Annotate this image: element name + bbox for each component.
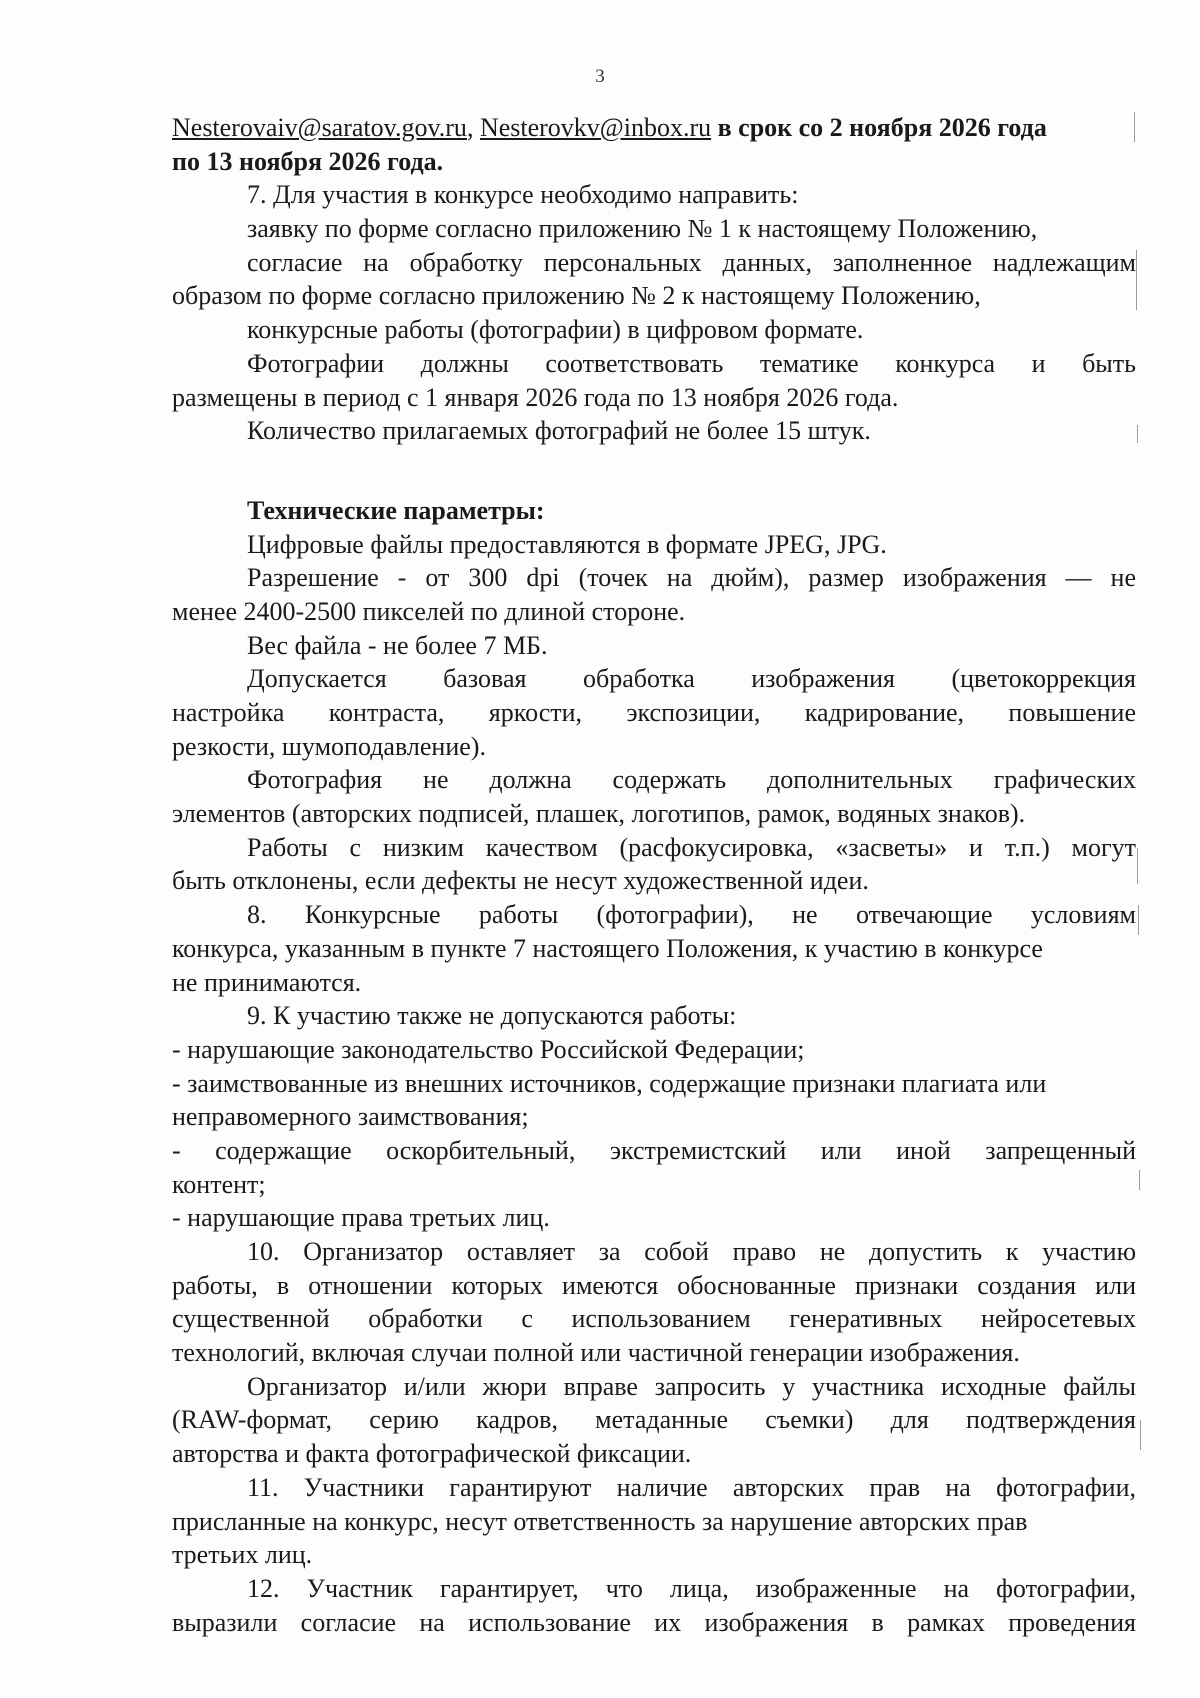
requirement-consent: согласие на обработку персональных данных, заполненное надлежащим — [247, 247, 1136, 277]
exclusion-offensive-cont: контент; — [172, 1169, 266, 1199]
tech-processing-end: резкости, шумоподавление). — [172, 731, 486, 761]
deadline-end-line: по 13 ноября 2026 года. — [172, 146, 444, 176]
email-link-nesterovaiv[interactable]: Nesterovaiv@saratov.gov.ru — [172, 113, 467, 142]
requirement-consent-cont: образом по форме согласно приложению № 2 к настоящему Положению, — [172, 281, 981, 311]
photos-period-line: размещены в период с 1 января 2026 года по 13 ноября 2026 года. — [172, 382, 899, 412]
exclusion-offensive: - содержащие оскорбительный, экстремистский или иной запрещенный — [172, 1135, 1136, 1165]
scan-edge-mark — [1138, 905, 1139, 935]
section-11-cont: присланные на конкурс, несут ответственность за нарушение авторских прав — [172, 1506, 1028, 1536]
tech-low-quality-line: Работы с низким качеством (расфокусировка, «засветы» и т.п.) могут — [247, 832, 1136, 862]
document-body — [172, 111, 1136, 1639]
tech-format-line: Цифровые файлы предоставляются в формате JPEG, JPG. — [247, 529, 887, 559]
scan-edge-mark — [1137, 848, 1138, 884]
line-contact-emails — [172, 111, 1136, 145]
section-12-line: 12. Участник гарантирует, что лица, изображенные на фотографии, — [247, 1573, 1136, 1603]
tech-resolution-cont: менее 2400-2500 пикселей по длиной стороне. — [172, 596, 686, 626]
section-10-jury-cont: (RAW-формат, серию кадров, метаданные съемки) для подтверждения — [172, 1405, 1136, 1435]
section-11-end: третьих лиц. — [172, 1540, 313, 1570]
section-10-cont-3: технологий, включая случаи полной или частичной генерации изображения. — [172, 1338, 1020, 1368]
deadline-text: в срок со 2 ноября 2026 года — [711, 113, 1047, 142]
scan-edge-mark — [1140, 1420, 1141, 1450]
tech-params-heading: Технические параметры: — [247, 495, 545, 525]
paragraph-gap — [172, 448, 1136, 494]
exclusion-law: - нарушающие законодательство Российской Федерации; — [172, 1034, 805, 1064]
section-7-heading: 7. Для участия в конкурсе необходимо направить: — [247, 180, 799, 210]
exclusion-third-party: - нарушающие права третьих лиц. — [172, 1203, 550, 1233]
exclusion-plagiarism-cont: неправомерного заимствования; — [172, 1102, 529, 1132]
section-12-cont: выразили согласие на использование их изображения в рамках проведения — [172, 1607, 1136, 1637]
exclusion-plagiarism: - заимствованные из внешних источников, содержащие признаки плагиата или — [172, 1068, 1047, 1098]
requirement-photos: конкурсные работы (фотографии) в цифровом формате. — [247, 315, 864, 345]
section-8-cont: конкурса, указанным в пункте 7 настоящего Положения, к участию в конкурсе — [172, 933, 1043, 963]
requirement-application: заявку по форме согласно приложению № 1 к настоящему Положению, — [247, 214, 1038, 244]
scan-edge-mark — [1134, 112, 1135, 142]
section-8-end: не принимаются. — [172, 967, 362, 997]
section-10-jury-end: авторства и факта фотографической фиксации. — [172, 1439, 692, 1469]
section-9-heading: 9. К участию также не допускаются работы: — [247, 1001, 737, 1031]
scan-edge-mark — [1139, 1170, 1140, 1190]
section-10-cont-1: работы, в отношении которых имеются обоснованные признаки создания или — [172, 1270, 1136, 1300]
tech-processing-cont: настройка контраста, яркости, экспозиции, кадрирование, повышение — [172, 698, 1136, 727]
section-11-line: 11. Участники гарантируют наличие авторских прав на фотографии, — [247, 1472, 1136, 1502]
section-10-cont-2: существенной обработки с использованием генеративных нейросетевых — [172, 1304, 1136, 1334]
section-10-jury-line: Организатор и/или жюри вправе запросить у участника исходные файлы — [247, 1371, 1136, 1401]
tech-no-graphics-cont: элементов (авторских подписей, плашек, логотипов, рамок, водяных знаков). — [172, 799, 1026, 829]
section-10-line: 10. Организатор оставляет за собой право не допустить к участию — [247, 1237, 1136, 1266]
page-number: 3 — [595, 66, 605, 87]
scan-edge-mark — [1136, 250, 1137, 310]
tech-no-graphics-line: Фотография не должна содержать дополнительных графических — [247, 765, 1136, 795]
tech-file-size-line: Вес файла - не более 7 МБ. — [247, 630, 548, 660]
tech-resolution-line: Разрешение - от 300 dpi (точек на дюйм), размер изображения — не — [247, 563, 1136, 593]
scan-edge-mark — [1137, 425, 1138, 443]
photos-theme-line: Фотографии должны соответствовать тематике конкурса и быть — [247, 348, 1136, 378]
tech-processing-line: Допускается базовая обработка изображения (цветокоррекция — [247, 664, 1136, 694]
email-separator: , — [466, 113, 480, 142]
email-link-nesterovkv[interactable]: Nesterovkv@inbox.ru — [479, 113, 712, 142]
tech-low-quality-cont: быть отклонены, если дефекты не несут художественной идеи. — [172, 866, 869, 896]
section-8-line: 8. Конкурсные работы (фотографии), не отвечающие условиям — [247, 900, 1136, 930]
photos-count-line: Количество прилагаемых фотографий не более 15 штук. — [247, 416, 871, 446]
